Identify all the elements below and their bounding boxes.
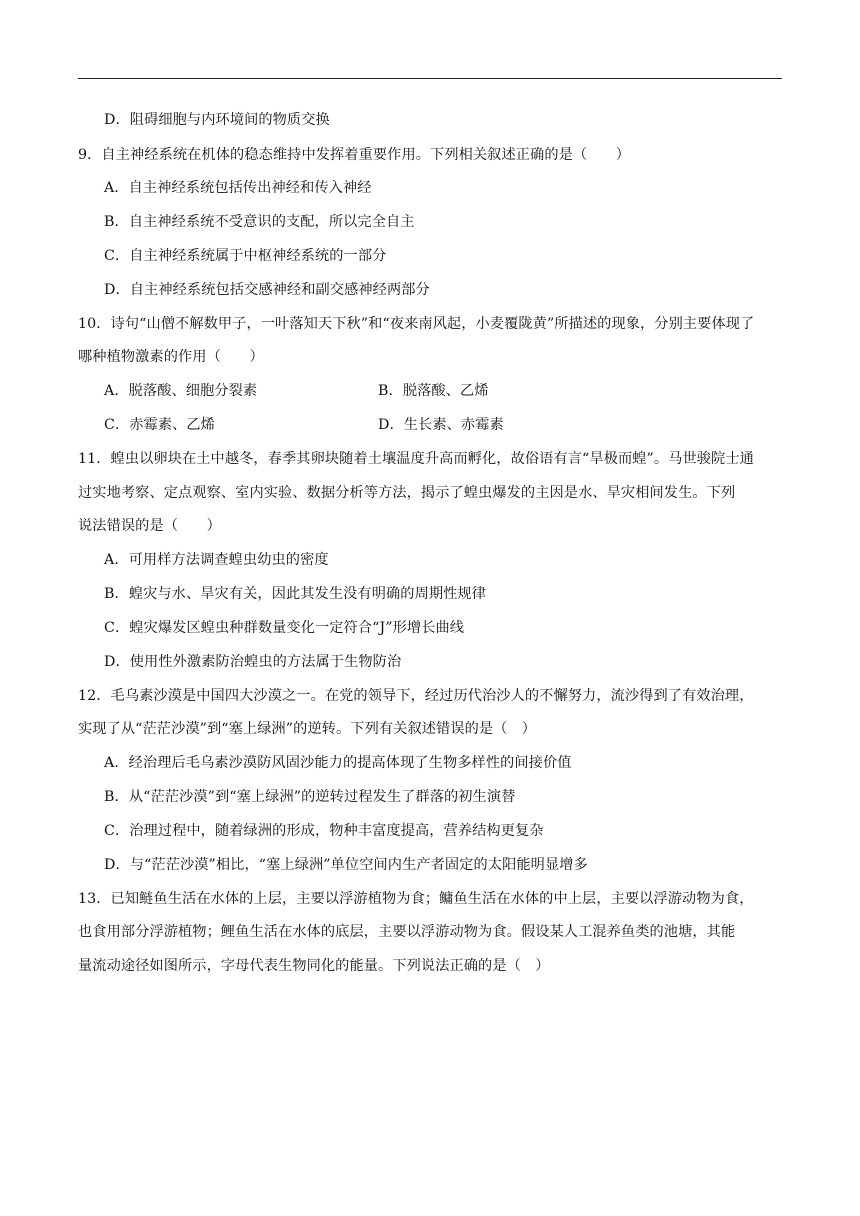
q9-option-c: C．自主神经系统属于中枢神经系统的一部分 <box>104 248 387 264</box>
q12-option-b: B．从“茫茫沙漠”到“塞上绿洲”的逆转过程发生了群落的初生演替 <box>104 789 516 805</box>
q11-stem-line-2: 过实地考察、定点观察、室内实验、数据分析等方法，揭示了蝗虫爆发的主因是水、旱灾相间发生。下列 <box>78 485 736 501</box>
q10-option-d: D．生长素、赤霉素 <box>378 417 504 433</box>
q13-stem-line-1: 13．已知鲢鱼生活在水体的上层，主要以浮游植物为食；鳙鱼生活在水体的中上层，主要以浮游动物为食， <box>78 891 754 907</box>
q12-stem-line-1: 12．毛乌素沙漠是中国四大沙漠之一。在党的领导下，经过历代治沙人的不懈努力，流沙得到了有效治理， <box>78 688 754 704</box>
q10-option-c: C．赤霉素、乙烯 <box>104 417 215 433</box>
q9-stem-line-1: 9．自主神经系统在机体的稳态维持中发挥着重要作用。下列相关叙述正确的是（ ） <box>78 147 631 163</box>
q13-stem-line-3: 量流动途径如图所示，字母代表生物同化的能量。下列说法正确的是（ ） <box>78 958 550 974</box>
q11-option-d: D．使用性外激素防治蝗虫的方法属于生物防治 <box>104 654 402 670</box>
q11-option-a: A．可用样方法调查蝗虫幼虫的密度 <box>104 552 329 568</box>
q12-option-c: C．治理过程中，随着绿洲的形成，物种丰富度提高，营养结构更复杂 <box>104 823 544 839</box>
q9-option-a: A．自主神经系统包括传出神经和传入神经 <box>104 180 372 196</box>
q10-stem-line-2: 哪种植物激素的作用（ ） <box>78 349 264 365</box>
q10-option-a: A．脱落酸、细胞分裂素 <box>104 383 258 399</box>
q12-option-a: A．经治理后毛乌素沙漠防风固沙能力的提高体现了生物多样性的间接价值 <box>104 755 572 771</box>
q9-option-d: D．自主神经系统包括交感神经和副交感神经两部分 <box>104 282 430 298</box>
q11-stem-line-3: 说法错误的是（ ） <box>78 518 221 534</box>
q9-option-b: B．自主神经系统不受意识的支配，所以完全自主 <box>104 214 415 230</box>
q13-stem-line-2: 也食用部分浮游植物；鲤鱼生活在水体的底层，主要以浮游动物为食。假设某人工混养鱼类的池塘，其能 <box>78 924 736 940</box>
q11-stem-line-1: 11．蝗虫以卵块在土中越冬，春季其卵块随着土壤温度升高而孵化，故俗语有言“旱极而蝗”。马世骏院士通 <box>78 451 754 467</box>
q10-option-b: B．脱落酸、乙烯 <box>378 383 489 399</box>
q8-option-d: D．阻碍细胞与内环境间的物质交换 <box>104 112 330 128</box>
q12-stem-line-2: 实现了从“茫茫沙漠”到“塞上绿洲”的逆转。下列有关叙述错误的是（ ） <box>78 721 537 737</box>
header-rule <box>78 78 782 79</box>
q11-option-c: C．蝗灾爆发区蝗虫种群数量变化一定符合“J”形增长曲线 <box>104 620 465 636</box>
q10-stem-line-1: 10．诗句“山僧不解数甲子，一叶落知天下秋”和“夜来南风起，小麦覆陇黄”所描述的现象，分别主要体现了 <box>78 316 755 332</box>
q11-option-b: B．蝗灾与水、旱灾有关，因此其发生没有明确的周期性规律 <box>104 586 487 602</box>
q12-option-d: D．与“茫茫沙漠”相比，“塞上绿洲”单位空间内生产者固定的太阳能明显增多 <box>104 857 588 873</box>
